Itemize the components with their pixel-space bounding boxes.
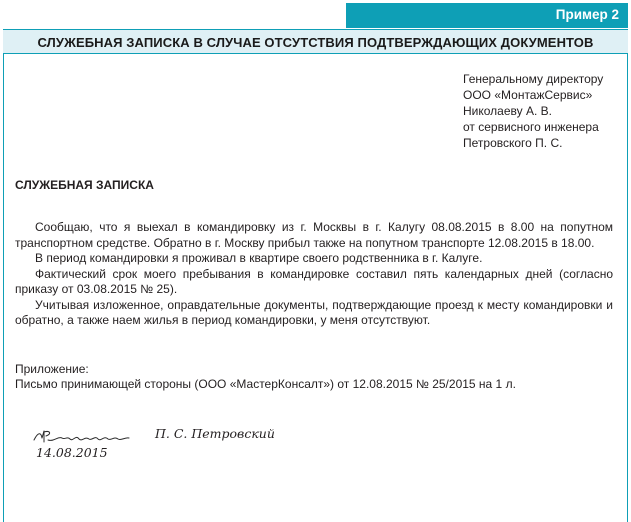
title-bar [3, 29, 628, 54]
addressee-line: Николаеву А. В. [463, 104, 552, 118]
attachment-heading: Приложение: [15, 362, 89, 376]
document-title: СЛУЖЕБНАЯ ЗАПИСКА В СЛУЧАЕ ОТСУТСТВИЯ ПОДТВЕРЖДАЮЩИХ ДОКУМЕНТОВ [37, 35, 594, 50]
memo-heading: СЛУЖЕБНАЯ ЗАПИСКА [15, 178, 154, 192]
memo-paragraph: Сообщаю, что я выехал в командировку из г. Москвы в г. Калугу 08.08.2015 в 8.00 на попутном транспортном средстве. Обратно в г. Москву прибыл также на попутном транспорте 12.08.2015 в 18.00. [15, 220, 613, 250]
addressee-line: от сервисного инженера [463, 120, 599, 134]
addressee-line: Генеральному директору [463, 72, 604, 86]
example-tab-label: Пример 2 [555, 7, 619, 22]
example-tab [346, 3, 628, 28]
attachment-text: Письмо принимающей стороны (ООО «МастерКонсалт») от 12.08.2015 № 25/2015 на 1 л. [15, 377, 516, 391]
memo-body [15, 220, 613, 329]
memo-paragraph: Учитывая изложенное, оправдательные документы, подтверждающие проезд к месту командировки и обратно, а также наем жилья в период командировки, у меня отсутствуют. [15, 297, 613, 327]
memo-paragraph: Фактический срок моего пребывания в командировке составил пять календарных дней (согласно приказу от 03.08.2015 № 25). [15, 266, 613, 296]
signer-name: П. С. Петровский [155, 426, 275, 441]
memo-paragraph: В период командировки я проживал в квартире своего родственника в г. Калуге. [35, 251, 483, 265]
signature-date: 14.08.2015 [36, 445, 108, 460]
addressee-line: Петровского П. С. [463, 136, 563, 150]
addressee-line: ООО «МонтажСервис» [463, 88, 593, 102]
addressee-block [463, 71, 603, 151]
